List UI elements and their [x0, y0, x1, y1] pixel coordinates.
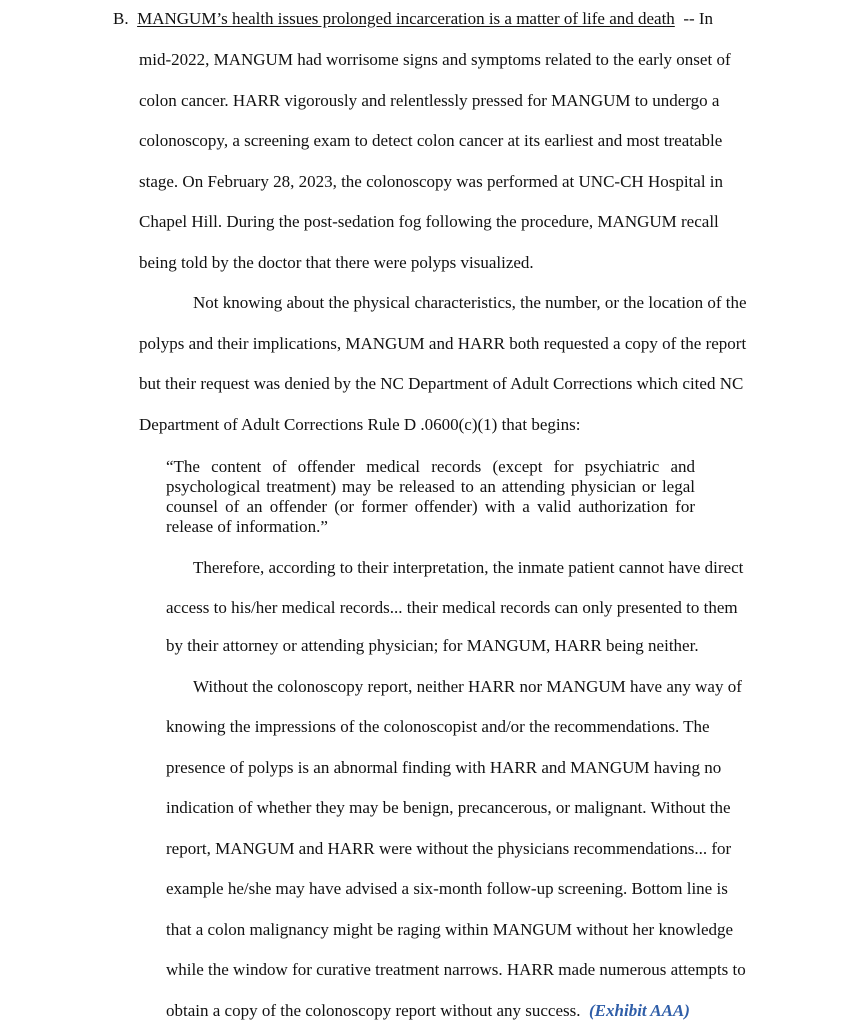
paragraph-line: presence of polyps is an abnormal finding with HARR and MANGUM having no	[166, 758, 722, 777]
paragraph-text: obtain a copy of the colonoscopy report without any success.	[166, 1001, 581, 1020]
block-quote: “The content of offender medical records (except for psychiatric and psychological treatment) may be released to an attending physician or legal counsel of an offender (or former offender) with a valid authorization for release of information.”	[166, 457, 695, 536]
paragraph-line: indication of whether they may be benign, precancerous, or malignant. Without the	[166, 798, 731, 817]
paragraph-line: access to his/her medical records... their medical records can only presented to them	[166, 598, 738, 617]
section-heading-line	[113, 9, 713, 29]
paragraph-line: being told by the doctor that there were polyps visualized.	[139, 253, 534, 272]
paragraph-line: colonoscopy, a screening exam to detect colon cancer at its earliest and most treatable	[139, 131, 723, 150]
paragraph-line: Without the colonoscopy report, neither HARR nor MANGUM have any way of	[193, 677, 742, 696]
paragraph-line: Not knowing about the physical characteristics, the number, or the location of the	[193, 293, 747, 312]
section-heading: MANGUM’s health issues prolonged incarceration is a matter of life and death	[137, 9, 675, 28]
paragraph-line: by their attorney or attending physician; for MANGUM, HARR being neither.	[166, 636, 699, 655]
paragraph-line: colon cancer. HARR vigorously and relentlessly pressed for MANGUM to undergo a	[139, 91, 720, 110]
section-label: B.	[113, 9, 129, 28]
paragraph-line: Therefore, according to their interpretation, the inmate patient cannot have direct	[193, 558, 744, 577]
paragraph-line-last	[166, 1001, 690, 1021]
paragraph-line: knowing the impressions of the colonoscopist and/or the recommendations. The	[166, 717, 710, 736]
paragraph-line: that a colon malignancy might be raging within MANGUM without her knowledge	[166, 920, 734, 939]
exhibit-reference-link[interactable]: (Exhibit AAA)	[589, 1001, 690, 1020]
paragraph-line: polyps and their implications, MANGUM and HARR both requested a copy of the report	[139, 334, 747, 353]
paragraph-line: while the window for curative treatment narrows. HARR made numerous attempts to	[166, 960, 746, 979]
paragraph-line: Department of Adult Corrections Rule D .0600(c)(1) that begins:	[139, 415, 581, 434]
paragraph-line: example he/she may have advised a six-month follow-up screening. Bottom line is	[166, 879, 728, 898]
paragraph-line: stage. On February 28, 2023, the colonoscopy was performed at UNC-CH Hospital in	[139, 172, 724, 191]
paragraph-line: but their request was denied by the NC Department of Adult Corrections which cited NC	[139, 374, 744, 393]
paragraph-line: mid-2022, MANGUM had worrisome signs and symptoms related to the early onset of	[139, 50, 731, 69]
paragraph-line: Chapel Hill. During the post-sedation fog following the procedure, MANGUM recall	[139, 212, 719, 231]
paragraph-line: report, MANGUM and HARR were without the physicians recommendations... for	[166, 839, 732, 858]
section-heading-suffix: -- In	[683, 9, 714, 28]
